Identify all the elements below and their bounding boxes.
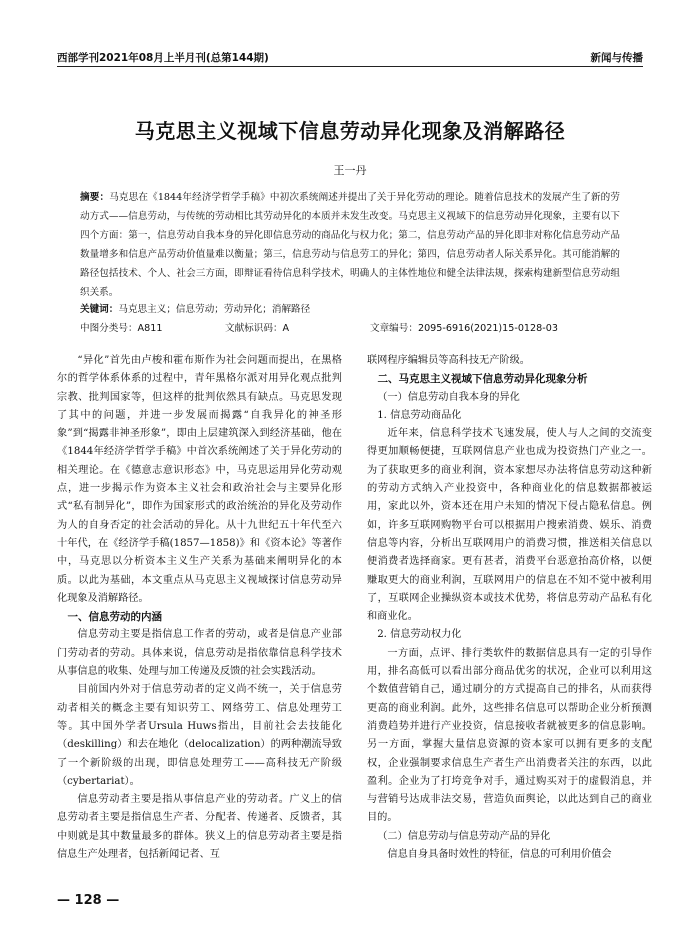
section-name: 新闻与传播 — [590, 52, 643, 64]
subsubsection-heading: 2. 信息劳动权力化 — [377, 629, 462, 641]
paragraph: “异化”首先由卢梭和霍布斯作为社会问题而提出，在黑格尔的哲学体系体系的过程中，青年黑格尔派对用异化观点批判宗教、批判国家等，但这样的批判依然具有缺点。马克思发现了其中的问题，并进一步发展而揭露“自我异化的神圣形象”到“揭露非神圣形象”，即由上层建筑深入到经济基础，他在《1844年经济学哲学手稿》中首次系统阐述了关于异化劳动的相关理论。在《德意志意识形态》中，马克思运用异化劳动观点，进一步揭示作为资本主义社会和政治社会与主要异化形式“私有制异化”，即作为国家形式的政治统治的异化及劳动作为人的自身否定的社会活动的异化。从十九世纪五十年代至六十年代，在《经济学手稿(1857—1858)》和《资本论》等著作中，马克思以分析资本主义生产关系为基础来阐明异化的本质。以此为基础，本文重点从马克思主义视域探讨信息劳动异化现象及消解路径。 — [57, 355, 342, 604]
subsection-heading: （一）信息劳动自我本身的异化 — [377, 391, 520, 403]
left-column — [57, 352, 342, 864]
page-number: — 128 — — [57, 893, 120, 908]
clc-number: 中图分类号：A811 — [80, 323, 163, 334]
article-title: 马克思主义视域下信息劳动异化现象及消解路径 — [134, 119, 566, 143]
paragraph: 一方面，点评、排行类软件的数据信息具有一定的引导作用，排名高低可以看出部分商品优劣的状况，企业可以利用这个数值营销自己，通过刷分的方式提高自己的排名，从而获得更高的商业利润。此外，这些排名信息可以帮助企业分析预测消费趋势并进行产业投资，信息接收者就被更多的信息影响。另一方面，掌握大量信息资源的资本家可以拥有更多的支配权，企业强制要求信息生产者生产出消费者关注的东西，以此盈利。企业为了打垮竞争对手，通过购买对于的虚假消息，并与营销号达成非法交易，营造负面舆论，以此达到自己的商业目的。 — [367, 647, 652, 824]
document-code: 文献标识码：A — [225, 323, 290, 334]
section-heading: 一、信息劳动的内涵 — [67, 611, 162, 624]
abstract — [80, 188, 620, 302]
article-number: 文章编号：2095-6916(2021)15-0128-03 — [370, 323, 558, 334]
author-name: 王一丹 — [333, 164, 367, 177]
keywords-text: 马克思主义；信息劳动；劳动异化；消解路径 — [118, 304, 311, 315]
keywords-label: 关键词： — [80, 304, 119, 315]
subsection-heading: （二）信息劳动与信息劳动产品的异化 — [377, 830, 551, 842]
paragraph: 目前国内外对于信息劳动者的定义尚不统一，关于信息劳动者相关的概念主要有知识劳工、网络劳工、信息处理劳工等。其中国外学者Ursula Huws指出，目前社会去技能化（deskilling）和去在地化（delocalization）的两种潮流导致了一个新阶级的出现，即信息处理劳工——高科技无产阶级（cybertariat）。 — [57, 684, 342, 787]
paragraph: 联网程序编辑员等高科技无产阶级。 — [367, 355, 530, 366]
paragraph: 信息劳动者主要是指从事信息产业的劳动者。广义上的信息劳动者主要是指信息生产者、分配者、传递者、反馈者，其中则就是其中数量最多的群体。狭义上的信息劳动者主要是指信息生产处理者，包括新闻记者、互 — [57, 794, 342, 861]
paragraph: 信息劳动主要是指信息工作者的劳动，或者是信息产业部门劳动者的劳动。具体来说，信息劳动是指依靠信息科学技术从事信息的收集、处理与加工传递及反馈的社会实践活动。 — [57, 629, 342, 678]
keywords — [80, 301, 620, 315]
abstract-text: 马克思在《1844年经济学哲学手稿》中初次系统阐述并提出了关于异化劳动的理论。随着信息技术的发展产生了新的劳动方式——信息劳动，与传统的劳动相比其劳动异化的本质并未发生改变。马克思主义视域下的信息劳动异化现象，主要有以下四个方面：第一，信息劳动自我本身的异化即信息劳动的商品化与权力化；第二，信息劳动产品的异化即非对称化信息劳动产品数量增多和信息产品劳动价值量难以衡量；第三，信息劳动与信息劳工的异化；第四，信息劳动者人际关系异化。其可能消解的路径包括技术、个人、社会三方面，即辩证看待信息科学技术，明确人的主体性地位和健全法律法规，探索构建新型信息劳动组织关系。 — [80, 192, 620, 298]
section-heading: 二、马克思主义视域下信息劳动异化现象分析 — [377, 373, 588, 386]
journal-info: 西部学刊2021年08月上半月刊(总第144期) — [57, 52, 269, 64]
paragraph: 信息自身具备时效性的特征，信息的可利用价值会 — [387, 849, 612, 861]
right-column — [367, 352, 652, 864]
abstract-label: 摘要： — [80, 192, 110, 203]
paragraph: 近年来，信息科学技术飞速发展，使人与人之间的交流变得更加顺畅便捷，互联网信息产业也成为投资热门产业之一。为了获取更多的商业利润，资本家想尽办法将信息劳动这种新的劳动方式纳入产业投资中，各种商业化的信息数据都被运用，家此以外，资本还在用户未知的情况下侵占隐私信息。例如，许多互联网购物平台可以根据用户搜索消费、娱乐、消费信息等内容，分析出互联网用户的消费习惯，推送相关信息以便消费者选择商家。更有甚者，消费平台恶意抬高价格，以便赚取更大的商业利润，互联网用户的信息在不知不觉中被利用了，互联网企业操纵资本或技术优势，将信息劳动产品私有化和商业化。 — [367, 428, 652, 623]
running-header — [57, 50, 643, 67]
subsubsection-heading: 1. 信息劳动商品化 — [377, 409, 462, 421]
